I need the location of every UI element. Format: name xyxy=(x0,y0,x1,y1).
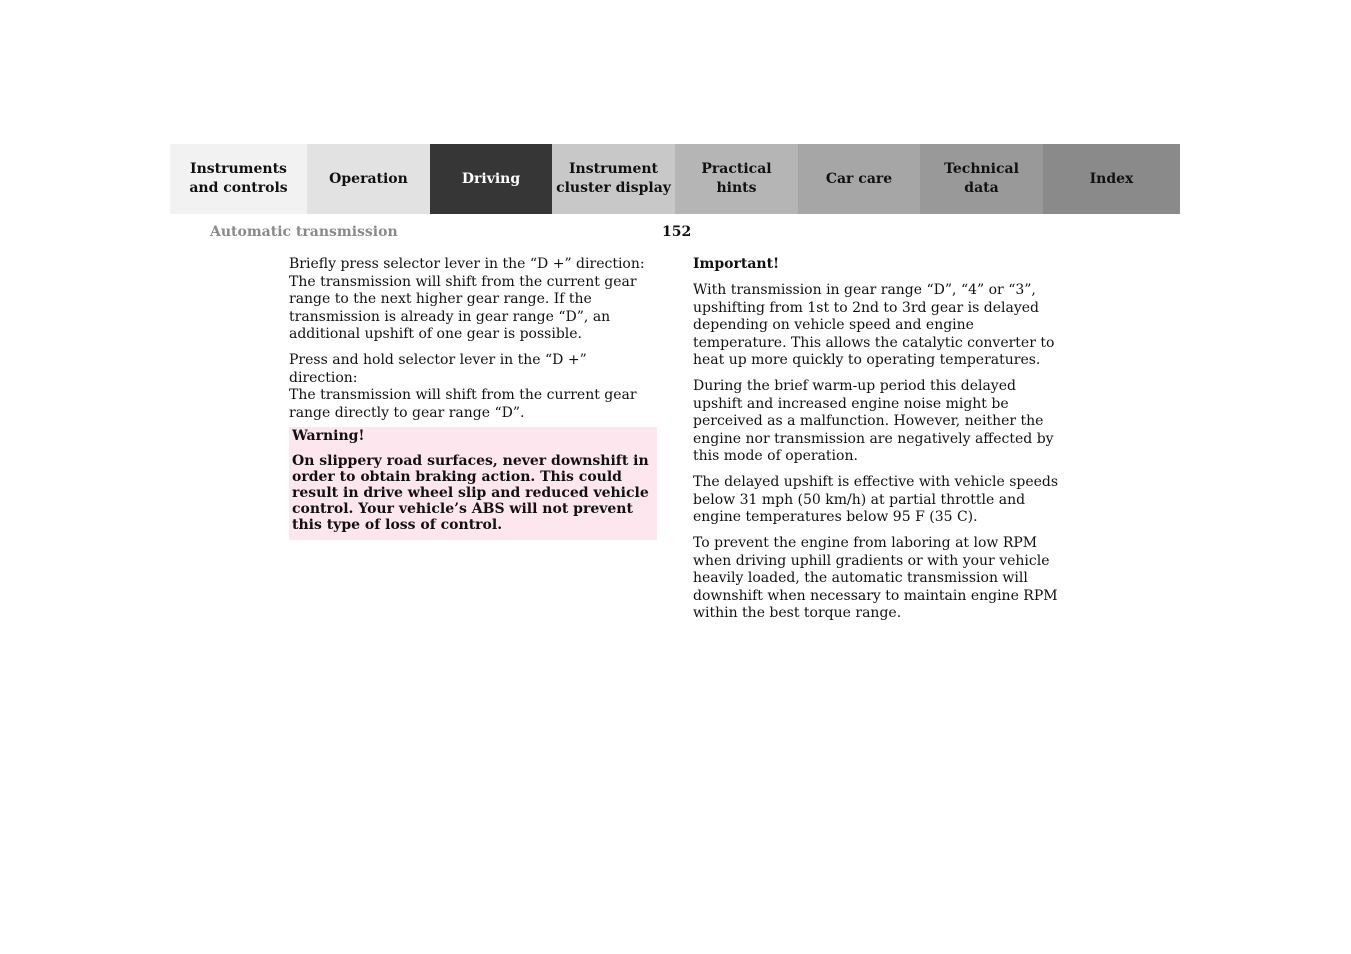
chapter-tab-label: Driving xyxy=(461,170,521,187)
chapter-tab-label: Technical data xyxy=(944,161,1019,196)
warning-text: On slippery road surfaces, never downshift in order to obtain braking action. This could result in drive wheel slip and reduced vehicle control. Your vehicle’s ABS will not prevent this type of loss of control. xyxy=(292,453,649,533)
chapter-tab-instrument-cluster-display[interactable] xyxy=(552,144,675,214)
paragraph-briefly-press: Briefly press selector lever in the “D +” direction: The transmission will shift from the current gear range to the next higher gear range. If the transmission is already in gear range “D”, an additional upshift of one gear is possible. xyxy=(289,256,645,342)
chapter-tab-technical-data[interactable] xyxy=(920,144,1043,214)
chapter-tab-label: Practical hints xyxy=(701,161,772,196)
paragraph-speed-condition: The delayed upshift is effective with vehicle speeds below 31 mph (50 km/h) at partial throttle and engine temperatures below 95 F (35 C). xyxy=(693,474,1059,525)
right-column xyxy=(693,256,1063,631)
important-heading: Important! xyxy=(693,256,780,272)
warning-box xyxy=(289,427,657,540)
warning-title: Warning! xyxy=(292,428,365,444)
chapter-tab-label: Instruments and controls xyxy=(189,161,288,196)
chapter-tab-operation[interactable] xyxy=(307,144,430,214)
chapter-tab-label: Instrument cluster display xyxy=(556,161,671,196)
paragraph-delayed-upshift: With transmission in gear range “D”, “4” or “3”, upshifting from 1st to 2nd to 3rd gear is delayed depending on vehicle speed and engine temperature. This allows the catalytic converter to heat up more quickly to operating temperatures. xyxy=(693,282,1055,368)
paragraph-downshift-uphill: To prevent the engine from laboring at low RPM when driving uphill gradients or with your vehicle heavily loaded, the automatic transmission will downshift when necessary to maintain engine RPM within the best torque range. xyxy=(693,535,1058,621)
left-column xyxy=(289,256,657,431)
chapter-tab-practical-hints[interactable] xyxy=(675,144,798,214)
chapter-tab-index[interactable] xyxy=(1043,144,1180,214)
paragraph-warm-up: During the brief warm-up period this delayed upshift and increased engine noise might be perceived as a malfunction. However, neither the engine nor transmission are negatively affected by this mode of operation. xyxy=(693,378,1054,464)
section-title: Automatic transmission xyxy=(210,224,398,240)
chapter-tab-instruments-and-controls[interactable] xyxy=(170,144,307,214)
paragraph-press-and-hold: Press and hold selector lever in the “D +” direction: The transmission will shift from the current gear range directly to gear range “D”. xyxy=(289,352,637,421)
chapter-tab-driving[interactable] xyxy=(430,144,552,214)
chapter-tab-label: Operation xyxy=(329,170,408,187)
chapter-tab-car-care[interactable] xyxy=(798,144,920,214)
page-number: 152 xyxy=(662,224,692,240)
chapter-tab-label: Index xyxy=(1089,170,1134,187)
chapter-tab-bar xyxy=(170,144,1180,214)
chapter-tab-label: Car care xyxy=(825,170,893,187)
